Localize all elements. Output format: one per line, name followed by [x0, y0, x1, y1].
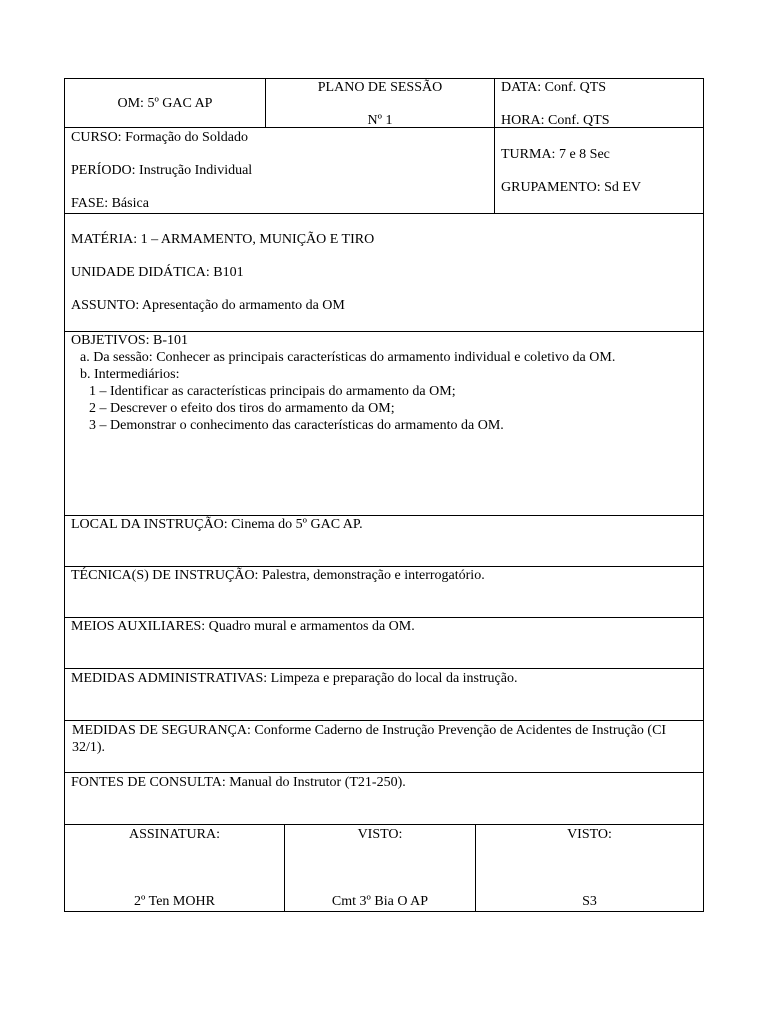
plano-cell [265, 78, 495, 128]
signature-cell [64, 824, 285, 912]
course-cell [64, 127, 495, 214]
objetivos-title: OBJETIVOS: B-101 [71, 333, 189, 348]
om-cell [64, 78, 266, 128]
materia-cell [64, 213, 704, 332]
local-cell [64, 515, 704, 567]
grupamento-label: GRUPAMENTO: Sd EV [501, 180, 642, 195]
visto-label: VISTO: [567, 827, 612, 842]
assunto-label: ASSUNTO: Apresentação do armamento da OM [71, 298, 345, 313]
tecnicas-label: TÉCNICA(S) DE INSTRUÇÃO: Palestra, demonstração e interrogatório. [71, 568, 485, 583]
om-label: OM: 5º GAC AP [117, 96, 213, 111]
hora-label: HORA: Conf. QTS [501, 113, 610, 128]
medidas-adm-label: MEDIDAS ADMINISTRATIVAS: Limpeza e preparação do local da instrução. [71, 671, 518, 686]
periodo-label: PERÍODO: Instrução Individual [71, 163, 253, 178]
medidas-seg-label: MEDIDAS DE SEGURANÇA: Conforme Caderno de Instrução Prevenção de Acidentes de Instrução (CI 32/1). [72, 723, 667, 755]
data-label: DATA: Conf. QTS [501, 80, 607, 95]
visto-name: S3 [582, 894, 597, 909]
visto-s3-cell [475, 824, 704, 912]
date-time-cell [494, 78, 704, 128]
objetivo-item: 3 – Demonstrar o conhecimento das características do armamento da OM. [89, 418, 504, 433]
visto-name: Cmt 3º Bia O AP [331, 894, 429, 909]
curso-label: CURSO: Formação do Soldado [71, 130, 248, 145]
objetivo-sessao: a. Da sessão: Conhecer as principais características do armamento individual e coletivo da OM. [80, 350, 616, 365]
visto-label: VISTO: [357, 827, 403, 842]
objetivo-item: 1 – Identificar as características principais do armamento da OM; [89, 384, 456, 399]
plano-title: PLANO DE SESSÃO [317, 80, 443, 95]
signature-label: ASSINATURA: [128, 827, 220, 842]
turma-label: TURMA: 7 e 8 Sec [501, 147, 610, 162]
visto-cmt-cell [284, 824, 476, 912]
unidade-label: UNIDADE DIDÁTICA: B101 [71, 265, 244, 280]
meios-cell [64, 617, 704, 669]
fontes-cell [64, 772, 704, 825]
medidas-adm-cell [64, 668, 704, 721]
objetivos-cell [64, 331, 704, 516]
signature-name: 2º Ten MOHR [134, 894, 215, 909]
objetivo-item: 2 – Descrever o efeito dos tiros do armamento da OM; [89, 401, 395, 416]
tecnicas-cell [64, 566, 704, 618]
fase-label: FASE: Básica [71, 196, 149, 211]
fontes-label: FONTES DE CONSULTA: Manual do Instrutor (T21-250). [71, 775, 406, 790]
meios-label: MEIOS AUXILIARES: Quadro mural e armamentos da OM. [71, 619, 415, 634]
materia-label: MATÉRIA: 1 – ARMAMENTO, MUNIÇÃO E TIRO [71, 232, 375, 247]
objetivos-intermediarios: b. Intermediários: [80, 367, 180, 382]
local-label: LOCAL DA INSTRUÇÃO: Cinema do 5º GAC AP. [71, 517, 363, 532]
group-cell [494, 127, 704, 214]
medidas-seg-cell [64, 720, 704, 773]
plano-number: Nº 1 [367, 113, 393, 128]
